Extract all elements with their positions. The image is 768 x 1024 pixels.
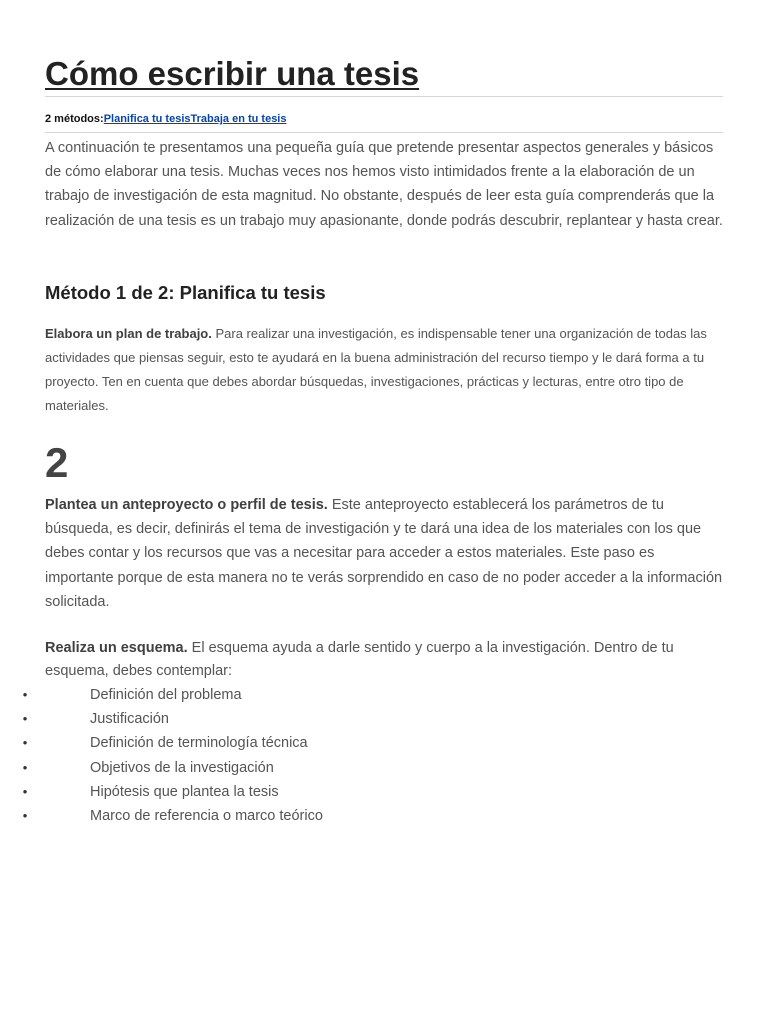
list-item (22, 804, 323, 828)
list-item (22, 707, 323, 731)
methods-divider (45, 132, 723, 133)
step-1-paragraph (45, 322, 723, 418)
list-item (22, 683, 323, 707)
methods-nav (45, 112, 286, 126)
bullet-icon: • (22, 711, 28, 727)
list-item-label: Marco de referencia o marco teórico (90, 807, 323, 824)
bullet-icon: • (22, 807, 28, 823)
bullet-icon: • (22, 783, 28, 799)
step-2-title: Plantea un anteproyecto o perfil de tesis. (45, 497, 328, 513)
step-3-title: Realiza un esquema. (45, 640, 188, 656)
method-link-planifica[interactable]: Planifica tu tesis (103, 113, 191, 125)
list-item-label: Definición de terminología técnica (90, 735, 308, 752)
list-item-label: Objetivos de la investigación (90, 759, 274, 776)
method-heading: Método 1 de 2: Planifica tu tesis (45, 282, 326, 303)
intro-paragraph: A continuación te presentamos una pequeña guía que pretende presentar aspectos generales y básicos de cómo elaborar una tesis. Muchas veces nos hemos visto intimidados frente a la elaboración de un trabajo de investigación de esta magnitud. No obstante, después de leer esta guía comprenderás que la realización de una tesis es un trabajo muy apasionante, donde podrás descubrir, replantear y hasta crear. (45, 140, 723, 229)
title-divider (45, 96, 723, 97)
step-2-text: Este anteproyecto establecerá los parámetros de tu búsqueda, es decir, definirás el tema de investigación y te dará una idea de los materiales con los que debes contar y los recursos que vas a necesitar para acceder a estos materiales. Este paso es importante porque de esta manera no te verás sorprendido en caso de no poder acceder a la información solicitada. (45, 497, 723, 610)
step-2-paragraph (45, 493, 723, 614)
methods-label: 2 métodos: (45, 113, 104, 125)
list-item (22, 731, 323, 755)
step-3-paragraph (45, 637, 723, 683)
list-item-label: Hipótesis que plantea la tesis (90, 783, 279, 800)
step-1-title: Elabora un plan de trabajo. (45, 326, 212, 341)
step-3-text: El esquema ayuda a darle sentido y cuerpo a la investigación. Dentro de tu esquema, debes contemplar: (45, 640, 674, 679)
method-link-trabaja[interactable]: Trabaja en tu tesis (190, 113, 287, 125)
list-item-label: Definición del problema (90, 687, 242, 703)
bullet-icon: • (22, 735, 28, 751)
outline-list (22, 683, 323, 828)
page-title: Cómo escribir una tesis (45, 55, 420, 92)
list-item (22, 780, 323, 804)
list-item-label: Justificación (90, 711, 169, 728)
bullet-icon: • (22, 687, 28, 702)
step-number: 2 (45, 439, 69, 486)
list-item (22, 756, 323, 780)
step-1-text: Para realizar una investigación, es indispensable tener una organización de todas las actividades que piensas seguir, esto te ayudará en la buena administración del recurso tiempo y le dará forma a tu proyecto. Ten en cuenta que debes abordar búsquedas, investigaciones, prácticas y lecturas, entre otro tipo de materiales. (45, 326, 707, 413)
bullet-icon: • (22, 759, 28, 775)
